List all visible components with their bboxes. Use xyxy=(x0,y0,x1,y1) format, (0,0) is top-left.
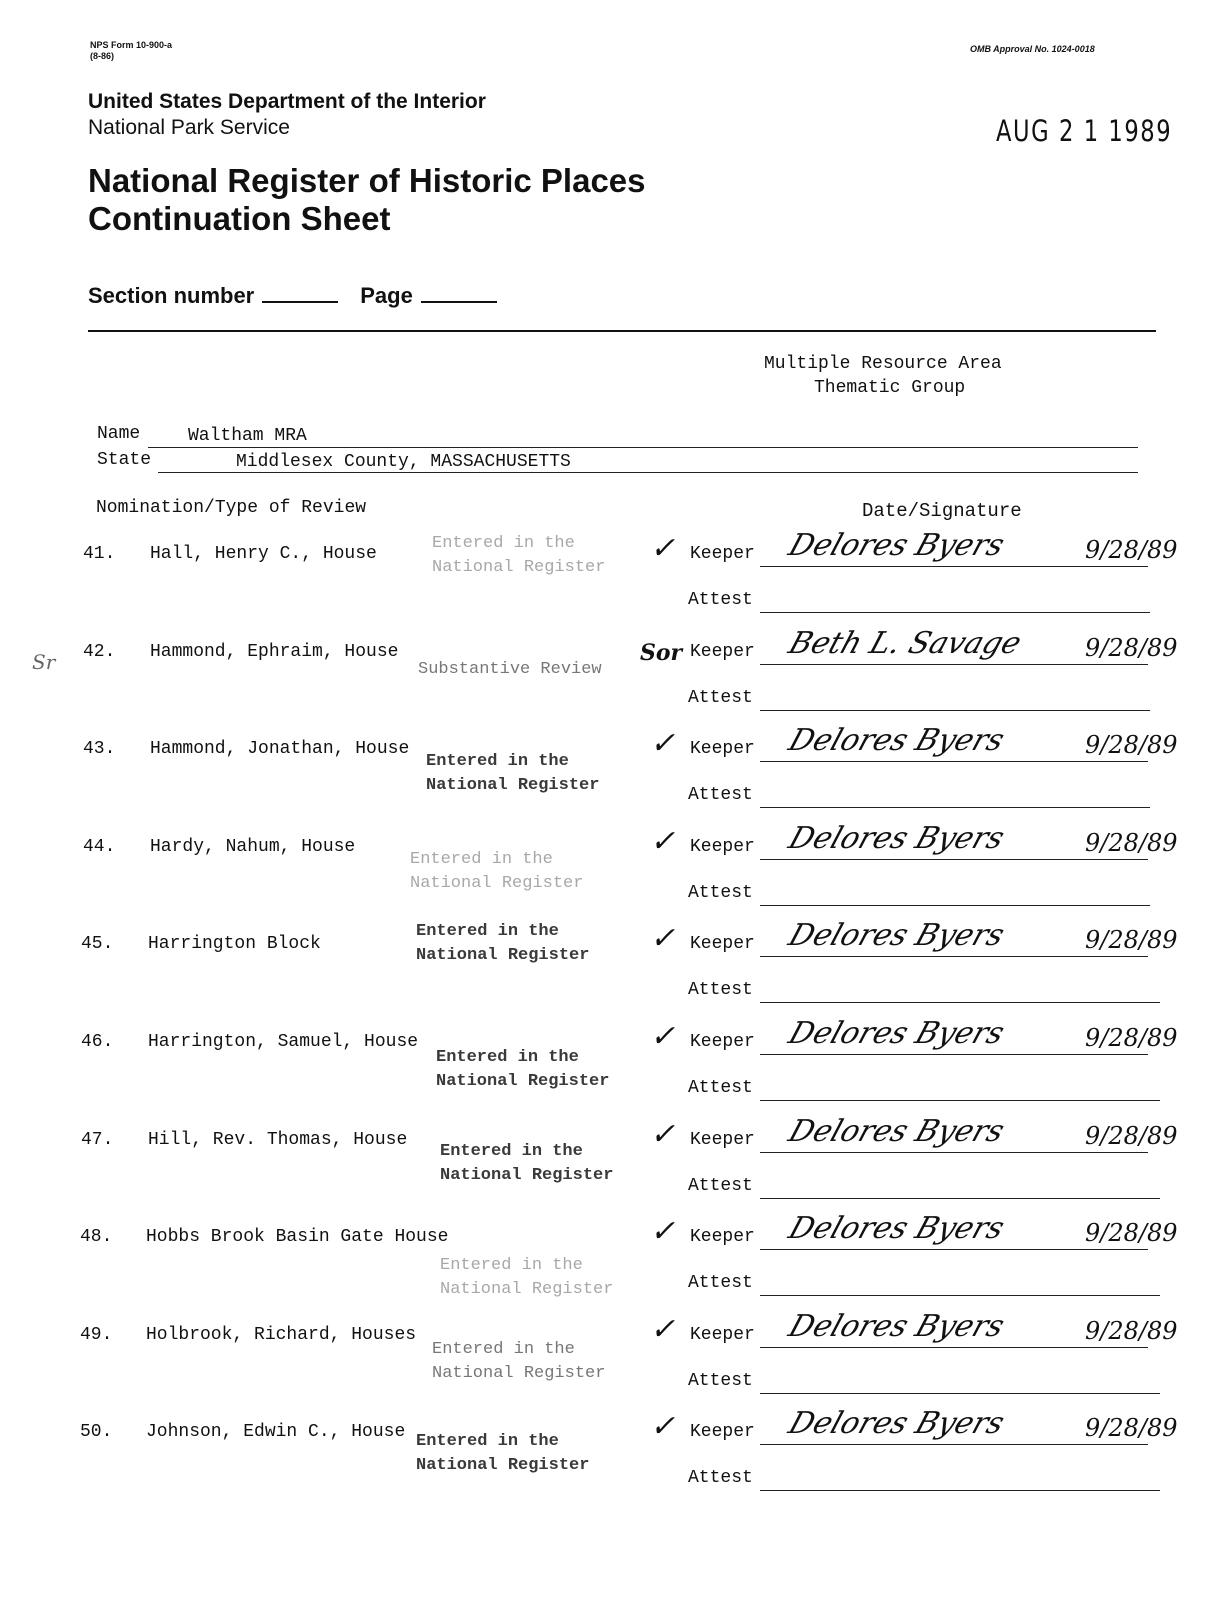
keeper-signature: Delores Byers xyxy=(784,821,1009,856)
attest-signature-line[interactable] xyxy=(760,807,1150,808)
form-number-text: NPS Form 10-900-a xyxy=(90,40,173,50)
keeper-signature-line[interactable] xyxy=(760,1444,1148,1445)
signature-date: 9/28/89 xyxy=(1085,1024,1178,1052)
state-value: Middlesex County, MASSACHUSETTS xyxy=(236,452,571,472)
keeper-checkmark: ✓ xyxy=(650,1019,676,1054)
review-stamp-line1: Entered in the xyxy=(416,922,559,941)
attest-signature-line[interactable] xyxy=(760,1393,1160,1394)
attest-label: Attest xyxy=(688,590,753,610)
header-divider xyxy=(88,330,1156,332)
keeper-signature: Delores Byers xyxy=(784,1309,1009,1344)
keeper-label: Keeper xyxy=(690,1032,755,1052)
keeper-checkmark: Sor xyxy=(640,640,683,666)
keeper-label: Keeper xyxy=(690,1227,755,1247)
attest-signature-line[interactable] xyxy=(760,612,1150,613)
signature-date: 9/28/89 xyxy=(1085,634,1178,662)
keeper-signature-line[interactable] xyxy=(760,1152,1148,1153)
entry-number: 49. xyxy=(80,1325,113,1345)
attest-label: Attest xyxy=(688,980,753,1000)
property-name: Harrington, Samuel, House xyxy=(148,1032,419,1052)
review-stamp-line2: National Register xyxy=(436,1072,610,1091)
keeper-signature-line[interactable] xyxy=(760,761,1148,762)
entry-number: 46. xyxy=(81,1032,114,1052)
attest-label: Attest xyxy=(688,688,753,708)
review-stamp-line2: National Register xyxy=(432,558,606,577)
nomination-column-header: Nomination/Type of Review xyxy=(96,498,367,518)
entry-number: 45. xyxy=(81,934,114,954)
keeper-label: Keeper xyxy=(690,837,755,857)
entry-number: 43. xyxy=(83,739,116,759)
keeper-checkmark: ✓ xyxy=(650,1409,676,1444)
group-type-line2: Thematic Group xyxy=(814,378,966,398)
section-page-line xyxy=(88,283,519,309)
attest-signature-line[interactable] xyxy=(760,905,1150,906)
keeper-signature-line[interactable] xyxy=(760,1054,1148,1055)
entry-number: 50. xyxy=(80,1422,113,1442)
page-title: National Register of Historic Places xyxy=(88,162,646,199)
review-stamp-line1: Entered in the xyxy=(410,850,553,869)
keeper-checkmark: ✓ xyxy=(650,824,676,859)
attest-signature-line[interactable] xyxy=(760,1490,1160,1491)
keeper-signature: Delores Byers xyxy=(784,1016,1009,1051)
page-number-field[interactable] xyxy=(421,287,497,303)
keeper-label: Keeper xyxy=(690,642,755,662)
review-stamp-line2: National Register xyxy=(416,1456,590,1475)
name-value: Waltham MRA xyxy=(188,426,307,446)
keeper-signature-line[interactable] xyxy=(760,1249,1148,1250)
property-name: Hobbs Brook Basin Gate House xyxy=(146,1227,449,1247)
signature-date: 9/28/89 xyxy=(1085,1219,1178,1247)
attest-label: Attest xyxy=(688,785,753,805)
keeper-checkmark: ✓ xyxy=(650,531,676,566)
signature-date: 9/28/89 xyxy=(1085,1414,1178,1442)
omb-approval: OMB Approval No. 1024-0018 xyxy=(970,44,1095,54)
signature-date: 9/28/89 xyxy=(1085,1317,1178,1345)
review-stamp-line1: Entered in the xyxy=(416,1432,559,1451)
keeper-signature: Delores Byers xyxy=(784,528,1009,563)
entry-number: 47. xyxy=(81,1130,114,1150)
attest-label: Attest xyxy=(688,883,753,903)
name-label: Name xyxy=(97,424,141,444)
review-stamp-line2: National Register xyxy=(440,1280,614,1299)
property-name: Hardy, Nahum, House xyxy=(150,837,356,857)
entry-number: 48. xyxy=(80,1227,113,1247)
property-name: Hall, Henry C., House xyxy=(150,544,377,564)
keeper-checkmark: ✓ xyxy=(650,1214,676,1249)
signature-date: 9/28/89 xyxy=(1085,731,1178,759)
service-name: National Park Service xyxy=(88,116,290,139)
attest-signature-line[interactable] xyxy=(760,1002,1160,1003)
received-date-stamp: AUG 2 1 1989 xyxy=(996,114,1173,148)
keeper-label: Keeper xyxy=(690,544,755,564)
department-name: United States Department of the Interior xyxy=(88,90,486,113)
keeper-signature: Delores Byers xyxy=(784,918,1009,953)
keeper-label: Keeper xyxy=(690,934,755,954)
page-subtitle: Continuation Sheet xyxy=(88,200,391,237)
group-type-line1: Multiple Resource Area xyxy=(764,354,1002,374)
keeper-label: Keeper xyxy=(690,1422,755,1442)
attest-signature-line[interactable] xyxy=(760,1295,1160,1296)
keeper-signature: Delores Byers xyxy=(784,1114,1009,1149)
property-name: Hammond, Ephraim, House xyxy=(150,642,399,662)
entry-number: 44. xyxy=(83,837,116,857)
attest-signature-line[interactable] xyxy=(760,1100,1160,1101)
keeper-signature-line[interactable] xyxy=(760,956,1148,957)
margin-note: Sr xyxy=(32,650,56,674)
keeper-label: Keeper xyxy=(690,739,755,759)
property-name: Hammond, Jonathan, House xyxy=(150,739,410,759)
keeper-label: Keeper xyxy=(690,1130,755,1150)
keeper-signature: Delores Byers xyxy=(784,1406,1009,1441)
attest-label: Attest xyxy=(688,1273,753,1293)
review-stamp-line2: National Register xyxy=(440,1166,614,1185)
name-underline xyxy=(148,447,1138,448)
keeper-checkmark: ✓ xyxy=(650,1117,676,1152)
property-name: Johnson, Edwin C., House xyxy=(146,1422,406,1442)
state-label: State xyxy=(97,450,152,470)
attest-label: Attest xyxy=(688,1176,753,1196)
keeper-checkmark: ✓ xyxy=(650,726,676,761)
signature-date: 9/28/89 xyxy=(1085,829,1178,857)
section-number-label: Section number xyxy=(88,283,255,308)
review-stamp-line1: Entered in the xyxy=(426,752,569,771)
keeper-checkmark: ✓ xyxy=(650,921,676,956)
state-underline xyxy=(158,472,1138,473)
keeper-signature-line[interactable] xyxy=(760,566,1148,567)
keeper-signature: Delores Byers xyxy=(784,1211,1009,1246)
keeper-signature-line[interactable] xyxy=(760,859,1148,860)
review-stamp-line2: National Register xyxy=(426,776,600,795)
review-stamp-line2: National Register xyxy=(410,874,584,893)
review-stamp-line2: National Register xyxy=(432,1364,606,1383)
attest-signature-line[interactable] xyxy=(760,710,1150,711)
keeper-signature-line[interactable] xyxy=(760,1347,1148,1348)
property-name: Harrington Block xyxy=(148,934,321,954)
review-stamp-line1: Substantive Review xyxy=(418,660,602,679)
attest-label: Attest xyxy=(688,1468,753,1488)
attest-signature-line[interactable] xyxy=(760,1198,1160,1199)
signature-date: 9/28/89 xyxy=(1085,1122,1178,1150)
keeper-checkmark: ✓ xyxy=(650,1312,676,1347)
review-stamp-line1: Entered in the xyxy=(432,534,575,553)
form-date-text: (8-86) xyxy=(90,51,115,61)
keeper-signature: Delores Byers xyxy=(784,723,1009,758)
section-number-field[interactable] xyxy=(262,287,338,303)
page-label: Page xyxy=(360,283,413,308)
keeper-signature-line[interactable] xyxy=(760,664,1148,665)
review-stamp-line1: Entered in the xyxy=(432,1340,575,1359)
review-stamp-line1: Entered in the xyxy=(436,1048,579,1067)
signature-date: 9/28/89 xyxy=(1085,536,1178,564)
review-stamp-line1: Entered in the xyxy=(440,1142,583,1161)
review-stamp-line2: National Register xyxy=(416,946,590,965)
review-stamp-line1: Entered in the xyxy=(440,1256,583,1275)
property-name: Hill, Rev. Thomas, House xyxy=(148,1130,408,1150)
property-name: Holbrook, Richard, Houses xyxy=(146,1325,417,1345)
attest-label: Attest xyxy=(688,1371,753,1391)
signature-date: 9/28/89 xyxy=(1085,926,1178,954)
keeper-signature: Beth L. Savage xyxy=(784,626,1026,661)
entry-number: 42. xyxy=(83,642,116,662)
attest-label: Attest xyxy=(688,1078,753,1098)
entry-number: 41. xyxy=(83,544,116,564)
keeper-label: Keeper xyxy=(690,1325,755,1345)
form-number xyxy=(90,40,172,62)
date-signature-column-header: Date/Signature xyxy=(862,500,1022,522)
